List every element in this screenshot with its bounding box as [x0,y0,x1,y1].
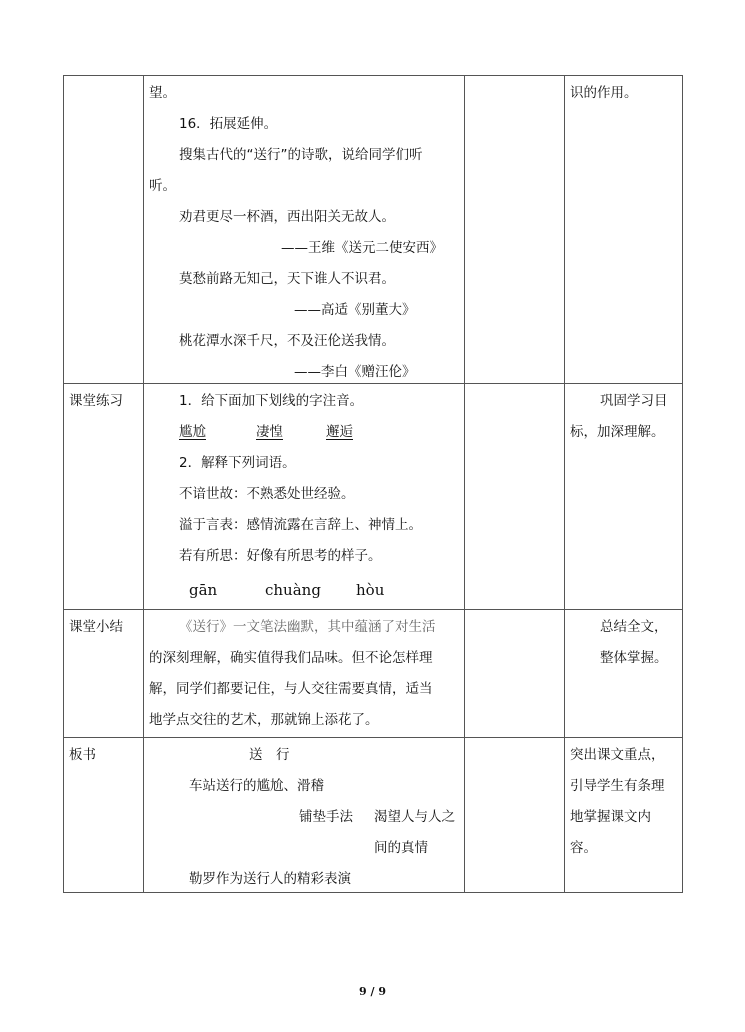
content-cell [144,76,465,384]
summary-line: 地学点交往的艺术，那就锦上添花了。 [149,712,379,728]
row-label: 板书 [69,747,96,763]
poem-line: 桃花潭水深千尺，不及汪伦送我情。 [179,333,395,349]
section-heading: 16．拓展延伸。 [179,116,278,132]
purpose-text: 容。 [570,840,597,856]
blank-cell [465,738,565,893]
board-title: 送 行 [249,747,290,763]
poem-attribution: ——高适《别董大》 [294,302,416,318]
purpose-text: 标，加深理解。 [570,424,665,440]
text-line: 搜集古代的“送行”的诗歌，说给同学们听 [179,147,423,163]
lesson-plan-table [63,75,683,893]
poem-line: 莫愁前路无知己，天下谁人不识君。 [179,271,395,287]
board-line: 勒罗作为送行人的精彩表演 [189,871,351,887]
purpose-text: 地掌握课文内 [570,809,651,825]
question-text: 2．解释下列词语。 [179,455,296,471]
blank-cell [465,610,565,738]
table-row [64,76,683,384]
poem-attribution: ——李白《赠汪伦》 [294,364,416,380]
pinyin-answer: hòu [356,581,385,599]
purpose-text: 整体掌握。 [600,650,668,666]
board-line: 渴望人与人之 [374,809,455,825]
table-row [64,610,683,738]
text-line: 听。 [149,178,176,194]
content-cell [144,610,465,738]
page-number: 9 / 9 [359,985,386,998]
table-row [64,738,683,893]
underlined-word: 邂逅 [326,424,353,440]
label-cell [64,610,144,738]
underlined-word: 尴尬 [179,424,206,440]
text-line: 望。 [149,85,176,101]
question-text: 1．给下面加下划线的字注音。 [179,393,364,409]
board-line: 车站送行的尴尬、滑稽 [189,778,324,794]
label-cell [64,738,144,893]
table-row [64,384,683,610]
row-label: 课堂练习 [69,393,123,409]
poem-line: 劝君更尽一杯酒，西出阳关无故人。 [179,209,395,225]
purpose-cell [565,384,683,610]
content-cell [144,384,465,610]
purpose-cell [565,610,683,738]
blank-cell [465,384,565,610]
label-cell [64,384,144,610]
purpose-cell [565,738,683,893]
purpose-text: 总结全文， [600,619,668,635]
underlined-word: 凄惶 [256,424,283,440]
pinyin-answer: gān [189,581,218,599]
pinyin-answer: chuàng [265,581,321,599]
summary-line: 解，同学们都要记住，与人交往需要真情，适当 [149,681,433,697]
purpose-cell [565,76,683,384]
summary-line: 《送行》一文笔法幽默，其中蕴涵了对生活 [179,619,436,635]
purpose-text: 识的作用。 [570,85,638,101]
label-cell [64,76,144,384]
purpose-text: 突出课文重点， [570,747,665,763]
blank-cell [465,76,565,384]
purpose-text: 巩固学习目 [600,393,668,409]
definition-line: 溢于言表：感情流露在言辞上、神情上。 [179,517,422,533]
board-line: 铺垫手法 [299,809,353,825]
poem-attribution: ——王维《送元二使安西》 [281,240,443,256]
summary-line: 的深刻理解，确实值得我们品味。但不论怎样理 [149,650,433,666]
row-label: 课堂小结 [69,619,123,635]
definition-line: 不谙世故：不熟悉处世经验。 [179,486,355,502]
definition-line: 若有所思：好像有所思考的样子。 [179,548,382,564]
purpose-text: 引导学生有条理 [570,778,665,794]
content-cell [144,738,465,893]
board-line: 间的真情 [374,840,428,856]
